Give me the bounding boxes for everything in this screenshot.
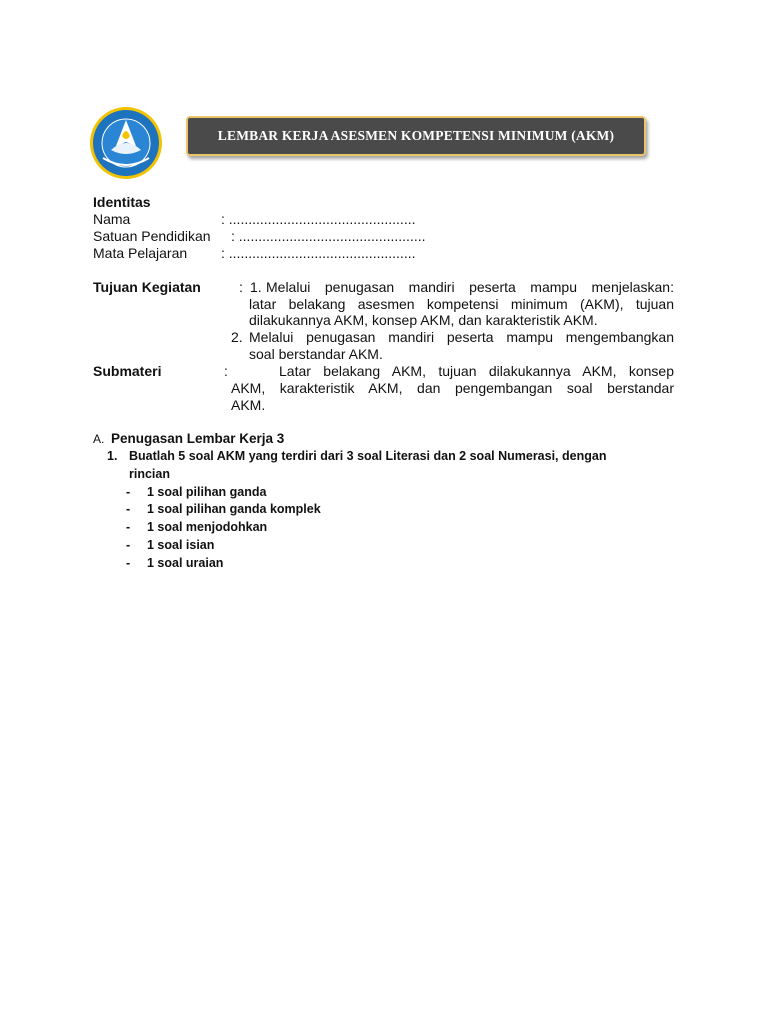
task-item-number: 1. (107, 449, 118, 463)
worksheet-title-banner (186, 116, 646, 156)
submateri-colon: : (224, 363, 228, 379)
submateri-label: Submateri (93, 363, 162, 379)
task-item-line2: rincian (129, 467, 170, 481)
bullet-dash: - (126, 538, 131, 552)
tujuan-colon: : (239, 279, 243, 295)
tut-wuri-handayani-logo (89, 106, 163, 180)
bullet-dash: - (126, 485, 131, 499)
field-label-nama: Nama (93, 211, 131, 227)
submateri-line2: AKM, karakteristik AKM, dan pengembangan soal berstandar (231, 380, 674, 396)
tujuan-label: Tujuan Kegiatan (93, 279, 201, 295)
task-item-line1: Buatlah 5 soal AKM yang terdiri dari 3 soal Literasi dan 2 soal Numerasi, dengan (129, 449, 607, 463)
bullet-item: 1 soal pilihan ganda (147, 485, 267, 499)
bullet-dash: - (126, 556, 131, 570)
worksheet-title: LEMBAR KERJA ASESMEN KOMPETENSI MINIMUM (AKM) (217, 128, 615, 143)
tujuan-item1-line2: latar belakang asesmen kompetensi minimum (AKM), tujuan (249, 296, 674, 312)
section-a-title: Penugasan Lembar Kerja 3 (111, 431, 285, 446)
submateri-line1: Latar belakang AKM, tujuan dilakukannya AKM, konsep (279, 363, 674, 379)
bullet-item: 1 soal menjodohkan (147, 520, 268, 534)
tujuan-item2-number: 2. (231, 329, 243, 345)
identitas-heading: Identitas (93, 194, 151, 210)
bullet-dash: - (126, 502, 131, 516)
tujuan-item2-line1: Melalui penugasan mandiri peserta mampu mengembangkan (249, 329, 674, 345)
bullet-item: 1 soal pilihan ganda komplek (147, 502, 321, 516)
field-label-satuan-pendidikan: Satuan Pendidikan (93, 228, 211, 244)
field-value-satuan-pendidikan: : ................................................ (231, 228, 426, 244)
bullet-item: 1 soal isian (147, 538, 215, 552)
tujuan-item1-line3: dilakukannya AKM, konsep AKM, dan karakteristik AKM. (249, 312, 598, 328)
field-value-mata-pelajaran: : ................................................ (221, 245, 416, 261)
submateri-line3: AKM. (231, 397, 266, 413)
tujuan-item1-number: 1. (250, 279, 262, 295)
bullet-item: 1 soal uraian (147, 556, 224, 570)
section-a-letter: A. (93, 432, 105, 446)
tujuan-item1-line1: Melalui penugasan mandiri peserta mampu menjelaskan: (266, 279, 674, 295)
bullet-dash: - (126, 520, 131, 534)
field-label-mata-pelajaran: Mata Pelajaran (93, 245, 188, 261)
field-value-nama: : ................................................ (221, 211, 416, 227)
tujuan-item2-line2: soal berstandar AKM. (249, 346, 383, 362)
